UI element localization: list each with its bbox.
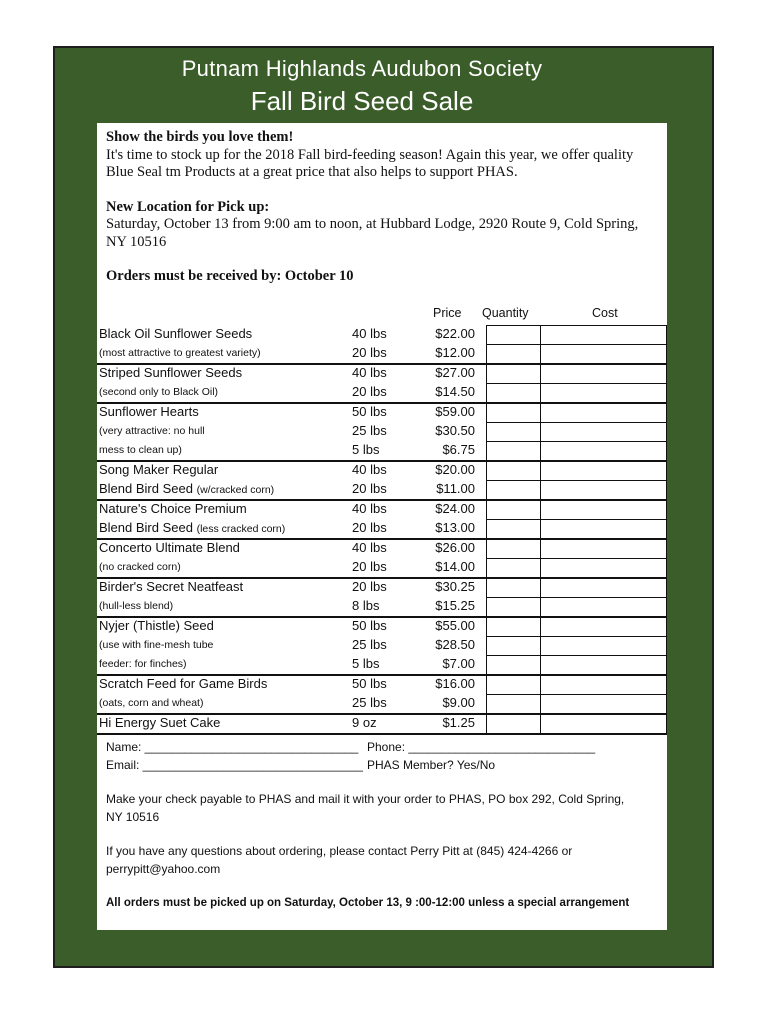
cost-input[interactable] xyxy=(540,539,667,559)
product-name xyxy=(99,365,242,380)
unit-price: $13.00 xyxy=(435,520,475,535)
product-name xyxy=(99,618,214,633)
pickup-text: Saturday, October 13 from 9:00 am to noon, at Hubbard Lodge, 2920 Route 9, Cold Spring, NY 10516 xyxy=(106,216,639,250)
bag-size: 20 lbs xyxy=(352,579,387,594)
cost-input[interactable] xyxy=(540,519,667,539)
bag-size: 50 lbs xyxy=(352,618,387,633)
cost-input[interactable] xyxy=(540,694,667,714)
product-label: (no cracked corn) xyxy=(99,561,181,573)
intro-body: It's time to stock up for the 2018 Fall bird-feeding season! Again this year, we offer quality Blue Seal tm Products at a great price that also helps to support PHAS. xyxy=(106,146,634,180)
group-divider xyxy=(97,460,667,462)
product-label: (hull-less blend) xyxy=(99,600,174,612)
intro-box xyxy=(97,123,667,303)
quantity-input[interactable] xyxy=(486,480,541,500)
bag-size: 40 lbs xyxy=(352,540,387,555)
check-instructions-1: Make your check payable to PHAS and mail it with your order to PHAS, PO box 292, Cold Spring, xyxy=(106,792,625,806)
bag-size: 20 lbs xyxy=(352,559,387,574)
quantity-input[interactable] xyxy=(486,461,541,481)
bag-size: 40 lbs xyxy=(352,365,387,380)
product-name xyxy=(99,600,173,612)
check-instructions-2: NY 10516 xyxy=(106,810,160,824)
unit-price: $14.50 xyxy=(435,384,475,399)
bag-size: 8 lbs xyxy=(352,598,380,613)
quantity-input[interactable] xyxy=(486,441,541,461)
bag-size: 20 lbs xyxy=(352,345,387,360)
cost-input[interactable] xyxy=(540,364,667,384)
bag-size: 40 lbs xyxy=(352,501,387,516)
email-field[interactable]: Email: _________________________________ xyxy=(106,758,363,772)
product-label: Song Maker Regular xyxy=(99,462,219,477)
bag-size: 40 lbs xyxy=(352,462,387,477)
product-label: Blend Bird Seed xyxy=(99,481,193,496)
cost-input[interactable] xyxy=(540,325,667,345)
quantity-input[interactable] xyxy=(486,383,541,403)
cost-input[interactable] xyxy=(540,617,667,637)
product-label: (use with fine-mesh tube xyxy=(99,639,214,651)
bag-size: 20 lbs xyxy=(352,520,387,535)
unit-price: $59.00 xyxy=(435,404,475,419)
bag-size: 25 lbs xyxy=(352,695,387,710)
product-name xyxy=(99,501,247,516)
quantity-input[interactable] xyxy=(486,597,541,617)
bag-size: 50 lbs xyxy=(352,676,387,691)
bag-size: 5 lbs xyxy=(352,656,380,671)
quantity-input[interactable] xyxy=(486,344,541,364)
cost-input[interactable] xyxy=(540,461,667,481)
quantity-input[interactable] xyxy=(486,403,541,423)
cost-input[interactable] xyxy=(540,500,667,520)
group-divider xyxy=(97,713,667,715)
product-label: (second only to Black Oil) xyxy=(99,386,219,398)
product-name xyxy=(99,540,240,555)
cost-input[interactable] xyxy=(540,558,667,578)
quantity-input[interactable] xyxy=(486,364,541,384)
product-name xyxy=(99,462,218,477)
quantity-input[interactable] xyxy=(486,519,541,539)
quantity-input[interactable] xyxy=(486,694,541,714)
product-name xyxy=(99,658,187,670)
bag-size: 9 oz xyxy=(352,715,377,730)
product-label: Concerto Ultimate Blend xyxy=(99,540,240,555)
cost-input[interactable] xyxy=(540,655,667,675)
table-bottom-rule xyxy=(97,733,667,735)
contact-text-2: perrypitt@yahoo.com xyxy=(106,862,221,876)
cost-input[interactable] xyxy=(540,441,667,461)
unit-price: $28.50 xyxy=(435,637,475,652)
product-name xyxy=(99,444,182,456)
product-name xyxy=(99,639,213,651)
cost-input[interactable] xyxy=(540,344,667,364)
unit-price: $15.25 xyxy=(435,598,475,613)
name-field[interactable]: Name: ________________________________ xyxy=(106,740,359,754)
unit-price: $24.00 xyxy=(435,501,475,516)
group-divider xyxy=(97,499,667,501)
bag-size: 5 lbs xyxy=(352,442,380,457)
product-label: Birder's Secret Neatfeast xyxy=(99,579,244,594)
unit-price: $9.00 xyxy=(442,695,475,710)
product-name xyxy=(99,715,220,730)
cost-input[interactable] xyxy=(540,422,667,442)
product-name xyxy=(99,425,205,437)
group-divider xyxy=(97,674,667,676)
unit-price: $26.00 xyxy=(435,540,475,555)
cost-input[interactable] xyxy=(540,675,667,695)
quantity-input[interactable] xyxy=(486,714,541,734)
unit-price: $16.00 xyxy=(435,676,475,691)
contact-text-1: If you have any questions about ordering, please contact Perry Pitt at (845) 424-4266 or xyxy=(106,844,573,858)
order-table xyxy=(97,303,667,739)
unit-price: $22.00 xyxy=(435,326,475,341)
cost-input[interactable] xyxy=(540,714,667,734)
product-name xyxy=(99,481,274,496)
flyer-title: Fall Bird Seed Sale xyxy=(250,86,474,116)
pickup-heading: New Location for Pick up: xyxy=(106,198,270,215)
quantity-input[interactable] xyxy=(486,617,541,637)
cost-input[interactable] xyxy=(540,636,667,656)
cost-input[interactable] xyxy=(540,578,667,598)
bag-size: 40 lbs xyxy=(352,326,387,341)
unit-price: $6.75 xyxy=(442,442,475,457)
quantity-input[interactable] xyxy=(486,675,541,695)
quantity-input[interactable] xyxy=(486,636,541,656)
product-label: Striped Sunflower Seeds xyxy=(99,365,243,380)
product-label: (most attractive to greatest variety) xyxy=(99,347,261,359)
unit-price: $12.00 xyxy=(435,345,475,360)
bag-size: 25 lbs xyxy=(352,637,387,652)
product-note: (less cracked corn) xyxy=(196,523,286,535)
unit-price: $27.00 xyxy=(435,365,475,380)
final-note: All orders must be picked up on Saturday, October 13, 9 :00-12:00 unless a special arrangement xyxy=(106,897,630,909)
unit-price: $30.50 xyxy=(435,423,475,438)
quantity-input[interactable] xyxy=(486,539,541,559)
phone-field[interactable]: Phone: ____________________________ xyxy=(367,740,596,754)
product-label: Black Oil Sunflower Seeds xyxy=(99,326,253,341)
product-label: Scratch Feed for Game Birds xyxy=(99,676,268,691)
bag-size: 25 lbs xyxy=(352,423,387,438)
order-form xyxy=(97,739,667,930)
quantity-input[interactable] xyxy=(486,578,541,598)
product-label: Blend Bird Seed xyxy=(99,520,193,535)
unit-price: $20.00 xyxy=(435,462,475,477)
bag-size: 20 lbs xyxy=(352,384,387,399)
product-name xyxy=(99,386,218,398)
product-label: (oats, corn and wheat) xyxy=(99,697,204,709)
product-name xyxy=(99,347,261,359)
unit-price: $14.00 xyxy=(435,559,475,574)
quantity-input[interactable] xyxy=(486,500,541,520)
group-divider xyxy=(97,577,667,579)
tagline: Show the birds you love them! xyxy=(106,129,294,145)
unit-price: $11.00 xyxy=(436,481,475,496)
cost-input[interactable] xyxy=(540,597,667,617)
org-name: Putnam Highlands Audubon Society xyxy=(181,56,543,81)
product-name xyxy=(99,676,267,691)
cost-input[interactable] xyxy=(540,383,667,403)
group-divider xyxy=(97,402,667,404)
product-label: mess to clean up) xyxy=(99,444,182,456)
unit-price: $30.25 xyxy=(435,579,475,594)
cost-header: Cost xyxy=(592,306,618,320)
group-divider xyxy=(97,616,667,618)
product-label: feeder: for finches) xyxy=(99,658,187,670)
product-name xyxy=(99,404,199,419)
product-label: Nyjer (Thistle) Seed xyxy=(99,618,214,633)
quantity-input[interactable] xyxy=(486,422,541,442)
bottom-band xyxy=(55,930,712,966)
bag-size: 20 lbs xyxy=(352,481,387,496)
product-label: Hi Energy Suet Cake xyxy=(99,715,221,730)
product-label: Sunflower Hearts xyxy=(99,404,199,419)
unit-price: $55.00 xyxy=(435,618,475,633)
cost-input[interactable] xyxy=(540,403,667,423)
product-label: (very attractive: no hull xyxy=(99,425,205,437)
bag-size: 50 lbs xyxy=(352,404,387,419)
product-name xyxy=(99,579,243,594)
member-field[interactable]: PHAS Member? Yes/No xyxy=(367,758,496,772)
unit-price: $1.25 xyxy=(442,715,475,730)
product-label: Nature's Choice Premium xyxy=(99,501,247,516)
price-header: Price xyxy=(433,306,462,320)
quantity-header: Quantity xyxy=(482,306,529,320)
group-divider xyxy=(97,538,667,540)
quantity-input[interactable] xyxy=(486,655,541,675)
product-name xyxy=(99,326,252,341)
product-name xyxy=(99,520,285,535)
product-note: (w/cracked corn) xyxy=(196,484,275,496)
product-name xyxy=(99,561,181,573)
quantity-input[interactable] xyxy=(486,325,541,345)
group-divider xyxy=(97,363,667,365)
deadline: Orders must be received by: October 10 xyxy=(106,268,354,284)
cost-input[interactable] xyxy=(540,480,667,500)
quantity-input[interactable] xyxy=(486,558,541,578)
product-name xyxy=(99,697,203,709)
unit-price: $7.00 xyxy=(442,656,475,671)
